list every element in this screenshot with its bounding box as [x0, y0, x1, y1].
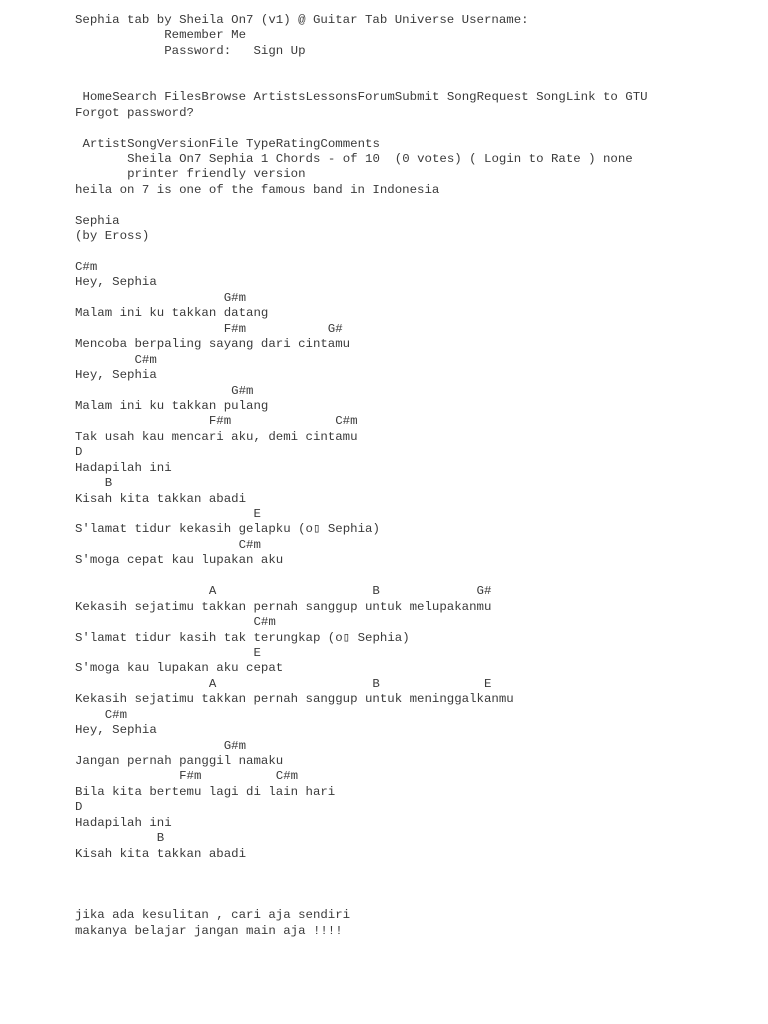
lyric-line: Bila kita bertemu lagi di lain hari: [75, 784, 336, 799]
lyric-line: Malam ini ku takkan pulang: [75, 398, 269, 413]
lyric-line: Hey, Sephia: [75, 723, 157, 738]
lyric-line: Kekasih sejatimu takkan pernah sanggup untuk meninggalkanmu: [75, 692, 514, 707]
nav-item-request-song[interactable]: Request Song: [476, 90, 566, 105]
chord-line: C#m: [75, 352, 157, 367]
footer-line: makanya belajar jangan main aja !!!!: [75, 923, 343, 938]
col-comments: Comments: [320, 136, 380, 151]
cell-votes: (0 votes): [394, 151, 462, 166]
lyric-line: Malam ini ku takkan datang: [75, 306, 269, 321]
chord-lyric-block: [75, 260, 755, 862]
footer-note: [75, 908, 755, 939]
chord-line: A B E: [75, 676, 492, 691]
song-title: Sephia: [75, 213, 120, 228]
lyric-line: Kisah kita takkan abadi: [75, 491, 247, 506]
cell-rating: - of 10: [327, 151, 380, 166]
col-song: Song: [127, 136, 157, 151]
nav-item-submit-song[interactable]: Submit Song: [394, 90, 477, 105]
cell-file-type: Chords: [275, 151, 321, 166]
footer-line: jika ada kesulitan , cari aja sendiri: [75, 908, 351, 923]
lyric-line: Hadapilah ini: [75, 815, 172, 830]
nav-item-lessons[interactable]: Lessons: [305, 90, 358, 105]
col-file-type: File Type: [208, 136, 276, 151]
nav-item-link-to-gtu[interactable]: Link to GTU: [565, 90, 648, 105]
chord-line: F#m G#: [75, 321, 343, 336]
lyric-line: Kisah kita takkan abadi: [75, 846, 247, 861]
lyric-line: S'lamat tidur kasih tak terungkap (o▯ Sephia): [75, 630, 410, 645]
header-title-line: Sephia tab by Sheila On7 (v1) @ Guitar Tab Universe Username:: [75, 13, 529, 27]
tab-document: [75, 13, 755, 939]
chord-line: C#m: [75, 537, 261, 552]
nav-item-browse-artists[interactable]: Browse Artists: [201, 90, 306, 105]
col-rating: Rating: [275, 136, 321, 151]
printer-friendly-row: [75, 167, 755, 182]
col-version: Version: [156, 136, 209, 151]
remember-me-row: [75, 28, 755, 43]
remember-me-checkbox-label[interactable]: Remember Me: [164, 28, 247, 43]
sign-up-link[interactable]: Sign Up: [253, 43, 306, 58]
nav-item-forum[interactable]: Forum: [357, 90, 395, 105]
chord-line: F#m C#m: [75, 769, 299, 784]
cell-comments: none: [603, 151, 633, 166]
nav-item-home[interactable]: Home: [82, 90, 113, 105]
col-artist: Artist: [82, 136, 128, 151]
chord-line: G#m: [75, 738, 247, 753]
login-to-rate-link[interactable]: ( Login to Rate ): [469, 151, 596, 166]
chord-line: D: [75, 800, 83, 815]
chord-line: E: [75, 645, 261, 660]
blank-line: [75, 569, 755, 584]
lyric-line: S'moga cepat kau lupakan aku: [75, 553, 284, 568]
password-label: Password:: [164, 43, 232, 58]
lyric-line: Hey, Sephia: [75, 368, 157, 383]
lyric-line: Kekasih sejatimu takkan pernah sanggup untuk melupakanmu: [75, 599, 492, 614]
lyric-line: Hey, Sephia: [75, 275, 157, 290]
nav-bar: [75, 90, 755, 105]
lyric-line: S'moga kau lupakan aku cepat: [75, 661, 284, 676]
chord-line: B: [75, 476, 113, 491]
song-table-row: [75, 152, 755, 167]
chord-line: C#m: [75, 615, 276, 630]
song-author: (by Eross): [75, 229, 150, 244]
cell-artist[interactable]: Sheila On7: [127, 151, 202, 166]
chord-line: G#m: [75, 290, 247, 305]
chord-line: B: [75, 831, 165, 846]
chord-line: C#m: [75, 260, 98, 274]
password-row: [75, 44, 755, 59]
song-table-header: [75, 137, 755, 152]
lyric-line: Tak usah kau mencari aku, demi cintamu: [75, 429, 358, 444]
chord-line: A B G#: [75, 584, 492, 599]
cell-version: 1: [260, 151, 269, 166]
chord-line: E: [75, 507, 261, 521]
chord-line: C#m: [75, 707, 128, 722]
forgot-password-link[interactable]: Forgot password?: [75, 105, 194, 120]
lyric-line: Jangan pernah panggil namaku: [75, 754, 284, 768]
lyric-line: Mencoba berpaling sayang dari cintamu: [75, 337, 351, 352]
printer-friendly-link[interactable]: printer friendly version: [127, 167, 306, 182]
lyric-line: S'lamat tidur kekasih gelapku (o▯ Sephia): [75, 522, 380, 537]
nav-item-search-files[interactable]: Search Files: [112, 90, 202, 105]
intro-text: heila on 7 is one of the famous band in Indonesia: [75, 182, 440, 197]
chord-line: F#m C#m: [75, 414, 358, 429]
chord-line: D: [75, 445, 83, 460]
cell-song: Sephia: [208, 151, 254, 166]
lyric-line: Hadapilah ini: [75, 460, 172, 475]
chord-line: G#m: [75, 383, 254, 398]
